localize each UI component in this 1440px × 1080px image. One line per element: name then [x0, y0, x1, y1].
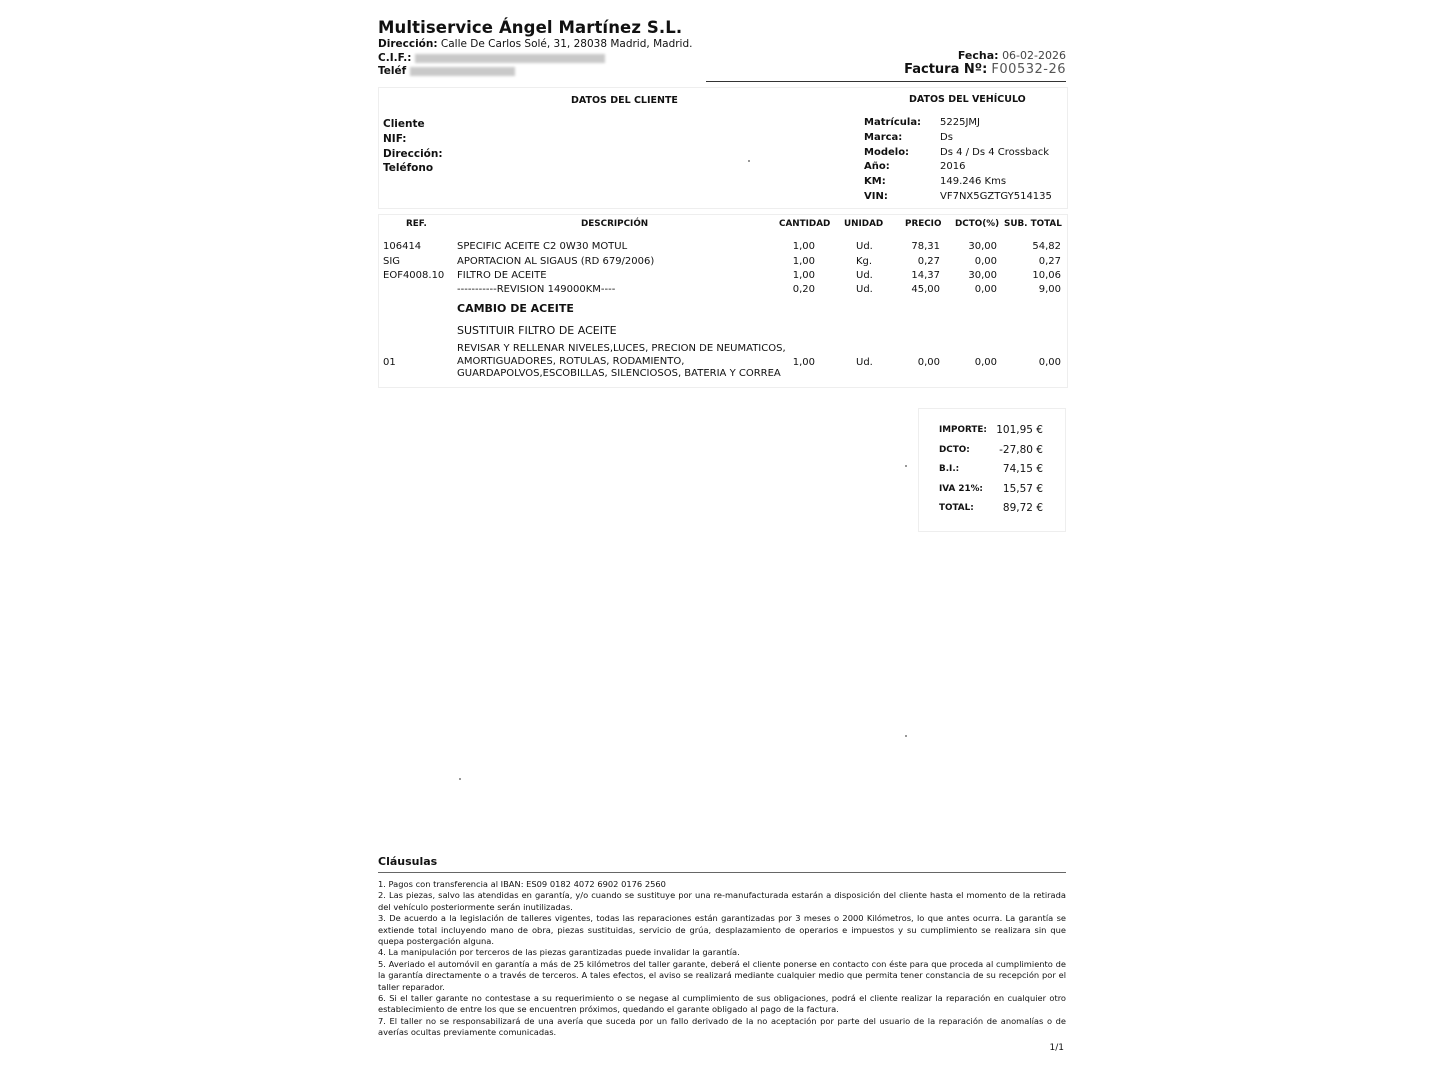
total-discount-value: -27,80 € — [999, 444, 1043, 456]
row-1-subtotal: 54,82 — [1032, 241, 1061, 252]
plate-label: Matrícula: — [864, 117, 922, 128]
client-phone-label: Teléfono — [383, 162, 434, 175]
row-5-ref: 01 — [383, 357, 396, 368]
year-value: 2016 — [940, 161, 966, 173]
row-5-description — [457, 343, 786, 381]
row-2-quantity: 1,00 — [792, 256, 815, 267]
plate-value: 5225JMJ — [940, 117, 980, 128]
row-1-quantity: 1,00 — [792, 241, 815, 252]
company-name: Multiservice Ángel Martínez S.L. — [378, 18, 683, 37]
row-4-discount: 0,00 — [974, 284, 997, 295]
header-subtotal: SUB. TOTAL — [1004, 219, 1062, 229]
vehicle-values — [940, 116, 1052, 205]
header-ref: REF. — [406, 219, 427, 229]
row-1-description: SPECIFIC ACEITE C2 0W30 MOTUL — [457, 241, 628, 252]
row-4-price: 45,00 — [911, 284, 940, 295]
row-2-discount: 0,00 — [974, 256, 997, 267]
row-5-unit: Ud. — [856, 357, 873, 368]
clause-item: 2. Las piezas, salvo las atendidas en garantía, y/o cuando se sustituye por una re-manufacturada estarán a disposición del cliente hasta el momento de la retirada del vehículo posteriormente serán inutilizadas. — [378, 890, 1066, 912]
page-number: 1/1 — [1049, 1043, 1064, 1053]
row-5-description-line: AMORTIGUADORES, ROTULAS, RODAMIENTO, — [457, 355, 685, 367]
row-3-discount: 30,00 — [968, 270, 997, 281]
tax-base-label: B.I.: — [939, 464, 960, 474]
address-label: Dirección: — [378, 38, 438, 50]
row-5-description-line: REVISAR Y RELLENAR NIVELES,LUCES, PRECION DE NEUMATICOS, — [457, 343, 786, 354]
clauses-list — [378, 879, 1066, 1039]
vin-value: VF7NX5GZTGY514135 — [940, 190, 1052, 202]
date-value: 06-02-2026 — [1002, 49, 1066, 62]
model-label: Modelo: — [864, 146, 910, 158]
row-4-description: -----------REVISION 149000KM---- — [457, 284, 616, 295]
invoice-number-label: Factura Nº: — [904, 62, 988, 77]
header-description: DESCRIPCIÓN — [581, 219, 649, 229]
vat-label: IVA 21%: — [939, 484, 983, 494]
model-value: Ds 4 / Ds 4 Crossback — [940, 146, 1049, 158]
company-phone — [378, 65, 515, 77]
grand-total-value: 89,72 € — [1002, 502, 1043, 514]
company-address — [378, 38, 692, 50]
total-discount-label: DCTO: — [939, 445, 970, 455]
cif-label: C.I.F.: — [378, 52, 412, 64]
row-2-ref: SIG — [383, 256, 401, 267]
row-4-unit: Ud. — [856, 284, 873, 295]
grand-total-label: TOTAL: — [939, 503, 974, 513]
client-nif-label: NIF: — [383, 132, 407, 145]
invoice-number-value: F00532-26 — [991, 62, 1066, 77]
client-section-title: DATOS DEL CLIENTE — [571, 95, 678, 106]
brand-label: Marca: — [864, 131, 903, 143]
clauses-title: Cláusulas — [378, 855, 438, 868]
oil-change-heading: CAMBIO DE ACEITE — [457, 302, 574, 315]
row-2-description: APORTACION AL SIGAUS (RD 679/2006) — [457, 256, 655, 267]
clause-item: 3. De acuerdo a la legislación de talleres vigentes, todas las reparaciones están garantizadas por 3 meses o 2000 Kilómetros, lo que antes ocurra. La garantía se extiende total incluyendo mano de obra, piezas sustituidas, servicio de grúa, desplazamiento de operarios e impuestos y su cumplimiento se realizara sin que quepa postergación alguna. — [378, 913, 1066, 947]
row-4-quantity: 0,20 — [792, 284, 815, 295]
scan-speck — [905, 465, 907, 467]
row-3-description: FILTRO DE ACEITE — [457, 270, 547, 281]
address-value: Calle De Carlos Solé, 31, 28038 Madrid, Madrid. — [440, 38, 693, 50]
company-cif — [378, 52, 605, 64]
row-5-description-line: GUARDAPOLVOS,ESCOBILLAS, SILENCIOSOS, BATERIA Y CORREA — [457, 368, 781, 380]
phone-label: Teléf — [378, 65, 407, 77]
row-5-price: 0,00 — [917, 357, 940, 368]
row-5-discount: 0,00 — [974, 357, 997, 368]
invoice-date — [958, 49, 1066, 62]
row-2-price: 0,27 — [917, 256, 940, 267]
header-unit: UNIDAD — [844, 219, 884, 229]
row-4-subtotal: 9,00 — [1038, 284, 1061, 295]
scan-speck — [459, 778, 461, 780]
client-name-label: Cliente — [383, 118, 425, 130]
row-1-discount: 30,00 — [968, 241, 997, 252]
vehicle-section-title: DATOS DEL VEHÍCULO — [909, 94, 1026, 105]
km-label: KM: — [864, 176, 886, 188]
vat-value: 15,57 € — [1002, 483, 1043, 495]
clause-item: 6. Si el taller garante no contestase a su requerimiento o se negase al cumplimiento de sus obligaciones, podrá el cliente realizar la reparación en cualquier otro establecimiento de entre los que se encuentren próximos, quedando el garante obligado al pago de la factura. — [378, 993, 1066, 1015]
scan-speck — [905, 735, 907, 737]
row-1-unit: Ud. — [856, 241, 873, 252]
filter-replace-subheading: SUSTITUIR FILTRO DE ACEITE — [457, 324, 617, 337]
row-5-quantity: 1,00 — [792, 357, 815, 368]
row-1-price: 78,31 — [911, 241, 940, 252]
header-discount: DCTO(%) — [955, 219, 1000, 229]
date-label: Fecha: — [957, 49, 999, 62]
km-value: 149.246 Kms — [940, 176, 1007, 188]
header-price: PRECIO — [905, 219, 942, 229]
row-1-ref: 106414 — [383, 241, 422, 252]
redacted-cif — [415, 54, 605, 63]
row-3-unit: Ud. — [856, 270, 873, 281]
row-5-subtotal: 0,00 — [1038, 357, 1061, 368]
row-3-quantity: 1,00 — [792, 270, 815, 281]
header-quantity: CANTIDAD — [779, 219, 831, 229]
clauses-divider — [378, 872, 1066, 873]
header-divider — [706, 81, 1066, 82]
row-3-price: 14,37 — [911, 270, 940, 281]
vin-label: VIN: — [864, 190, 888, 202]
row-3-subtotal: 10,06 — [1032, 270, 1061, 281]
total-amount-value: 101,95 € — [996, 424, 1043, 436]
clause-item: 7. El taller no se responsabilizará de una avería que suceda por un fallo derivado de la no aceptación por parte del usuario de la reparación de anomalías o de averías ocultas previamente comunicadas. — [378, 1015, 1066, 1038]
brand-value: Ds — [940, 131, 953, 143]
tax-base-value: 74,15 € — [1002, 463, 1043, 475]
row-2-unit: Kg. — [856, 256, 873, 267]
vehicle-labels — [864, 116, 921, 205]
row-3-ref: EOF4008.10 — [383, 270, 445, 281]
clause-item: 1. Pagos con transferencia al IBAN: ES09 0182 4072 6902 0176 2560 — [378, 879, 666, 889]
client-labels — [383, 117, 443, 176]
clause-item: 4. La manipulación por terceros de las piezas garantizadas puede invalidar la garantía. — [378, 947, 740, 958]
invoice-number — [904, 62, 1066, 77]
row-2-subtotal: 0,27 — [1038, 256, 1061, 267]
redacted-phone — [410, 67, 515, 76]
scan-speck — [748, 160, 750, 162]
year-label: Año: — [864, 161, 890, 173]
clause-item: 5. Averiado el automóvil en garantía a más de 25 kilómetros del taller garante, deberá el cliente ponerse en contacto con éste para que proceda al cumplimiento de la garantía directamente o a través de terceros. A tales efectos, el aviso se realizará mediante cualquier medio que permita tener constancia de su recepción por el taller reparador. — [378, 958, 1066, 992]
total-amount-label: IMPORTE: — [939, 425, 987, 435]
client-address-label: Dirección: — [383, 147, 443, 160]
